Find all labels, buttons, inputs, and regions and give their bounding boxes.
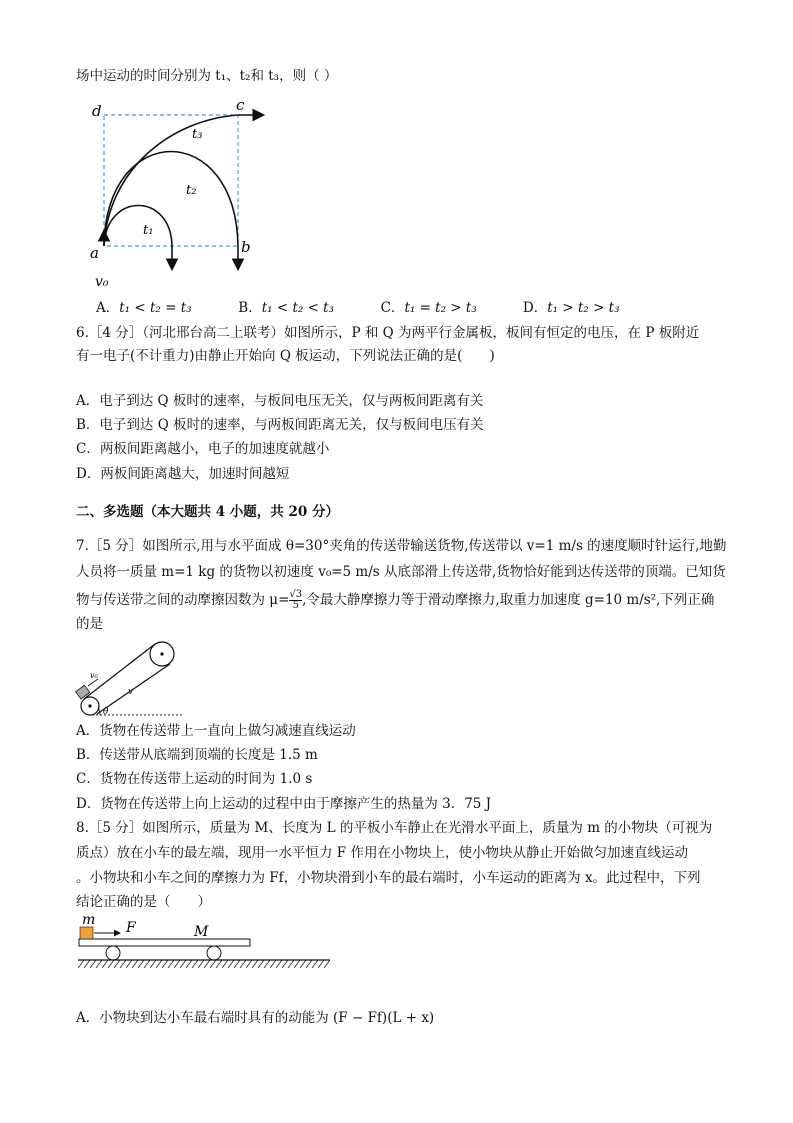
label-a: a [90,244,99,262]
q5-option-a[interactable]: A．t₁ < t₂ = t₃ [96,300,192,316]
q8-stem-line2: 质点）放在小车的最左端，现用一水平恒力 F 作用在小物块上，使小物块从静止开始做匀加速直线运动 [76,845,688,861]
q7-stem-line3: 物与传送带之间的动摩擦因数为 μ= $\frac{√3}{5}$ ,令最大静摩擦力等于滑动摩擦力,取重力加速度 g=10 m/s²,下列正确 [76,589,715,611]
label-d: d [92,102,102,120]
q8-stem-line4: 结论正确的是（ ） [76,894,211,910]
q8-stem-line1: 8.［5 分］如图所示，质量为 M、长度为 L 的平板小车静止在光滑水平面上，质量为 m 的小物块（可视为 [76,820,713,836]
q8-option-a[interactable]: A．小物块到达小车最右端时具有的动能为 (F − Ff)(L + x) [76,1010,435,1026]
q7-option-d[interactable]: D．货物在传送带上向上运动的过程中由于摩擦产生的热量为 3．75 J [76,796,492,812]
q7-option-a[interactable]: A．货物在传送带上一直向上做匀减速直线运动 [76,723,356,739]
q7-stem-line1: 7.［5 分］如图所示,用与水平面成 θ=30°夹角的传送带输送货物,传送带以 v=1 m/s 的速度顺时针运行,地勤 [76,538,727,554]
q6-stem-line1: 6.［4 分］（河北邢台高二上联考）如图所示，P 和 Q 为两平行金属板，板间有恒定的电压，在 P 板附近 [76,325,700,341]
label-b: b [241,238,251,256]
q5-option-d[interactable]: D．t₁ > t₂ > t₃ [522,300,620,316]
label-v0: v₀ [90,671,98,680]
q7-stem-line2: 人员将一质量 m=1 kg 的货物以初速度 v₀=5 m/s 从底部滑上传送带,货物恰好能到达传送带的顶端。已知货 [76,564,726,580]
label-theta: θ [103,707,109,717]
q5-option-b[interactable]: B．t₁ < t₂ < t₃ [238,300,335,316]
label-t2: t₂ [186,183,197,198]
q7-stem-line4: 的是 [76,616,103,632]
q7-option-c[interactable]: C．货物在传送带上运动的时间为 1.0 s [76,771,313,787]
q6-option-a[interactable]: A．电子到达 Q 板时的速率，与板间电压无关，仅与两板间距离有关 [76,393,484,409]
q6-option-d[interactable]: D．两板间距离越大，加速时间越短 [76,466,290,482]
q6-option-c[interactable]: C．两板间距离越小，电子的加速度就越小 [76,441,330,457]
q5-stem: 场中运动的时间分别为 t₁、t₂和 t₃，则（ ） [76,68,338,84]
section-heading-multi-choice: 二、多选题（本大题共 4 小题，共 20 分） [76,504,339,520]
mu-fraction-denominator: 5 [292,600,299,611]
q5-option-c[interactable]: C．t₁ = t₂ > t₃ [380,300,477,316]
label-t1: t₁ [143,223,154,238]
q6-stem-line2: 有一电子(不计重力)由静止开始向 Q 板运动，下列说法正确的是( ) [76,348,495,364]
label-v0: v₀ [95,274,109,290]
label-v: v [128,687,134,697]
q6-option-b[interactable]: B．电子到达 Q 板时的速率，与两板间距离无关，仅与板间电压有关 [76,417,484,433]
label-c: c [236,96,245,114]
label-F: F [126,920,136,936]
small-block-m [80,927,93,939]
cart-wheel-left [106,946,120,960]
mu-fraction-numerator: √3 [289,589,303,600]
q7-option-b[interactable]: B．传送带从底端到顶端的长度是 1.5 m [76,747,318,763]
label-m: m [82,912,96,928]
ground-hatching [78,960,330,968]
label-t3: t₃ [192,127,203,142]
cart-wheel-right [207,946,221,960]
cart-board [79,939,250,946]
label-M: M [194,924,209,940]
q8-stem-line3: 。小物块和小车之间的摩擦力为 Ff，小物块滑到小车的最右端时，小车运动的距离为 x。此过程中，下列 [76,870,701,886]
